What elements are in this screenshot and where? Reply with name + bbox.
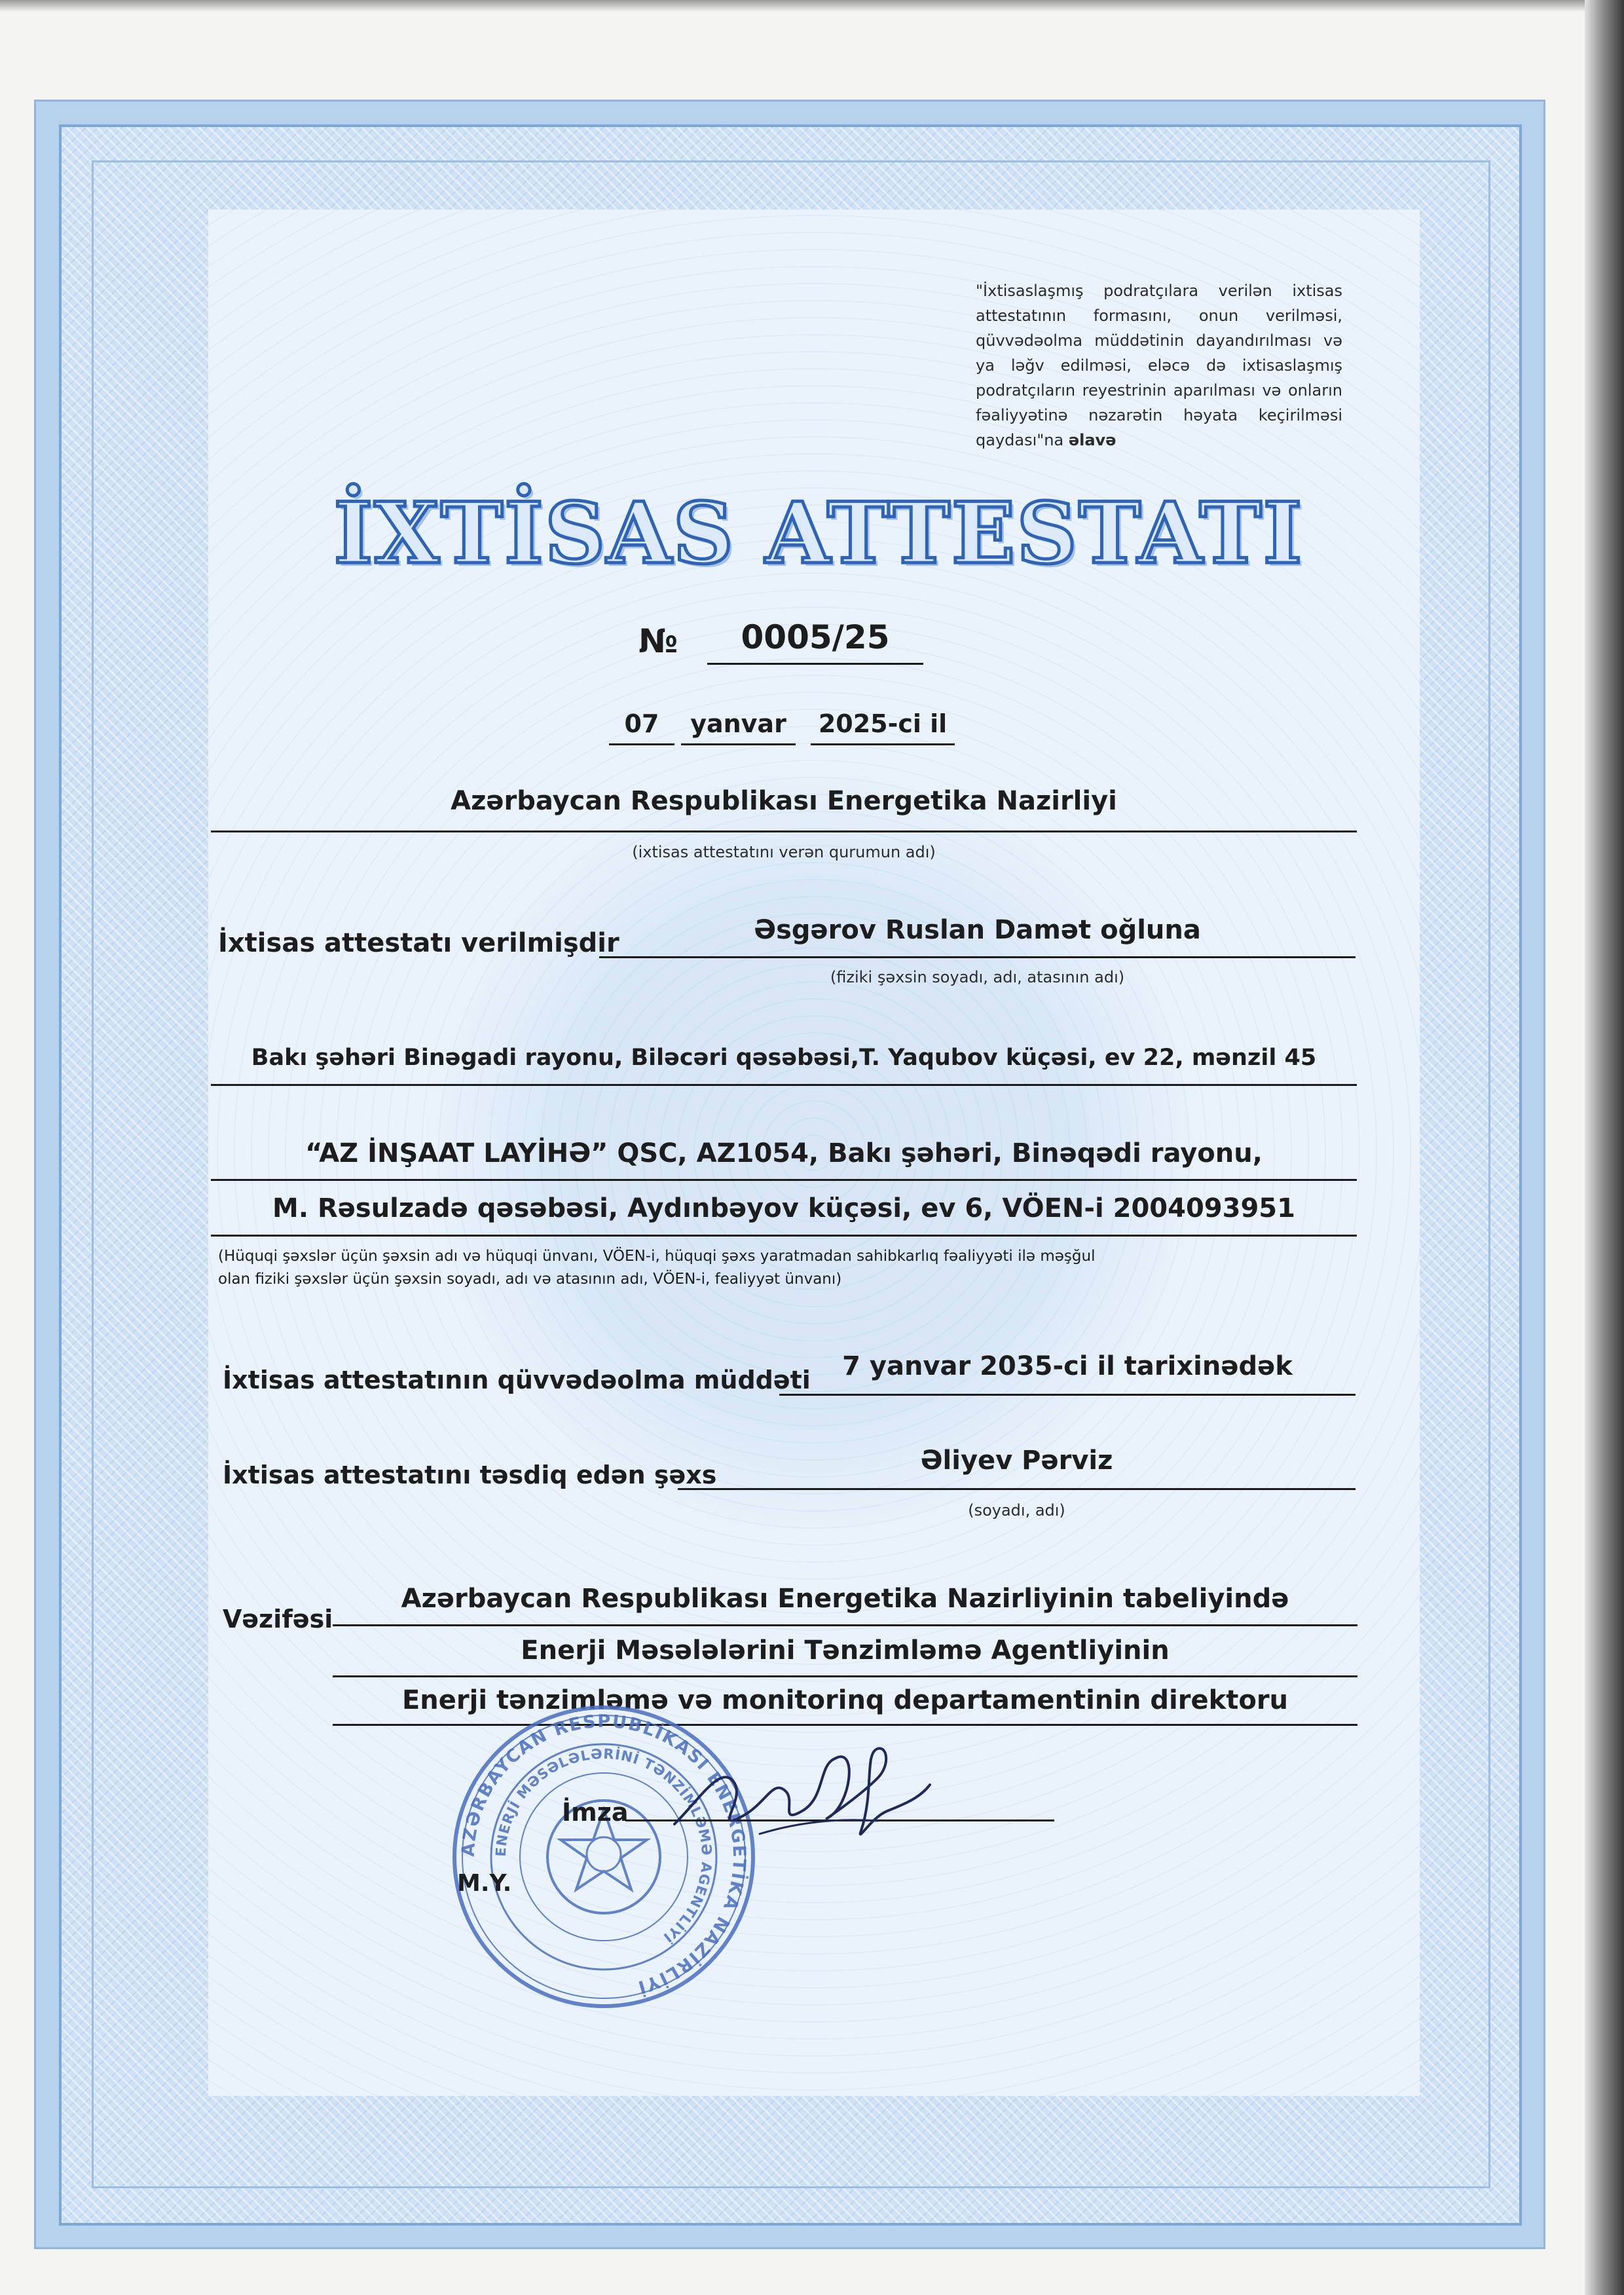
validity-underline [779,1394,1356,1396]
date-year-underline [811,743,955,745]
issuer-hint: (ixtisas attestatını verən qurumun adı) [632,843,936,861]
certificate-number: 0005/25 [741,618,890,656]
approver-hint: (soyadı, adı) [968,1501,1065,1520]
company-hint-2: olan fiziki şəxslər üçün şəxsin soyadı, adı və atasının adı, VÖEN-i, fealiyyət ünvanı) [218,1271,842,1288]
approver-underline [678,1488,1356,1490]
company-line-2-underline [211,1235,1357,1237]
validity-label: İxtisas attestatının qüvvədəolma müddəti [223,1366,811,1394]
date-year: 2025-ci il [818,709,948,738]
holder-address: Bakı şəhəri Binəgadi rayonu, Biləcəri qəsəbəsi,T. Yaqubov küçəsi, ev 22, mənzil 45 [251,1045,1317,1071]
company-line-1-underline [211,1179,1357,1181]
stamp-inner-text: ENERJİ MƏSƏLƏLƏRİNİ TƏNZİMLƏMƏ AGENTLİYİ [492,1745,715,1946]
position-line-3: Enerji tənzimləmə və monitorinq departamentinin direktoru [401,1685,1289,1715]
issuer-name: Azərbaycan Respublikası Energetika Nazirliyi [451,786,1117,816]
company-line-1: “AZ İNŞAAT LAYİHƏ” QSC, AZ1054, Bakı şəhəri, Binəqədi rayonu, [305,1138,1263,1168]
company-hint-1: (Hüquqi şəxslər üçün şəxsin adı və hüquqi ünvanı, VÖEN-i, hüquqi şəxs yaratmadan sahibkarlıq fəaliyyəti ilə məşğul [218,1248,1096,1265]
legal-note: "İxtisaslaşmış podratçılara verilən ixtisas attestatının formasını, onun verilməsi, qüvvədəolma müddətinin dayandırılması və ya ləğv edilməsi, eləcə də ixtisaslaşmış podratçıların reyestrinin aparılması və onların fəaliyyətinə nəzarətin həyata keçirilməsi qaydası"na əlavə [976,282,1342,449]
approver-name: Əliyev Pərviz [920,1446,1113,1476]
scan-edge [1585,0,1624,2295]
position-label: Vəzifəsi [223,1605,333,1633]
signature-label: İmza [562,1798,629,1827]
date-month: yanvar [690,709,786,738]
holder-underline [599,956,1356,958]
position-line-2-underline [333,1675,1357,1677]
holder-hint: (fiziki şəxsin soyadı, adı, atasının adı) [830,968,1125,986]
address-underline [211,1084,1357,1086]
date-month-underline [681,743,796,745]
stamp-outer-text: AZƏRBAYCAN RESPUBLİKASI ENERGETİKA NAZİRLİYİ [458,1711,750,1998]
position-line-2: Enerji Məsələlərini Tənzimləmə Agentliyinin [521,1635,1170,1666]
position-line-1: Azərbaycan Respublikası Energetika Nazirliyinin tabeliyində [401,1584,1289,1614]
date-day: 07 [624,709,659,738]
approver-label: İxtisas attestatını təsdiq edən şəxs [223,1461,717,1489]
position-line-1-underline [333,1624,1357,1626]
issuer-underline [211,830,1357,832]
company-line-2: M. Rəsulzadə qəsəbəsi, Aydınbəyov küçəsi, ev 6, VÖEN-i 2004093951 [272,1193,1295,1223]
seal-label: M.Y. [457,1870,512,1897]
number-label: № [638,622,678,660]
holder-label: İxtisas attestatı verilmişdir [218,928,619,958]
document-title: İXTİSAS ATTESTATI [333,485,1304,583]
holder-name: Əsgərov Ruslan Damət oğluna [754,915,1201,945]
validity-value: 7 yanvar 2035-ci il tarixinədək [842,1351,1293,1381]
handwritten-signature [661,1719,943,1857]
number-underline [707,663,923,665]
scan-top-shadow [0,0,1624,12]
date-day-underline [609,743,674,745]
